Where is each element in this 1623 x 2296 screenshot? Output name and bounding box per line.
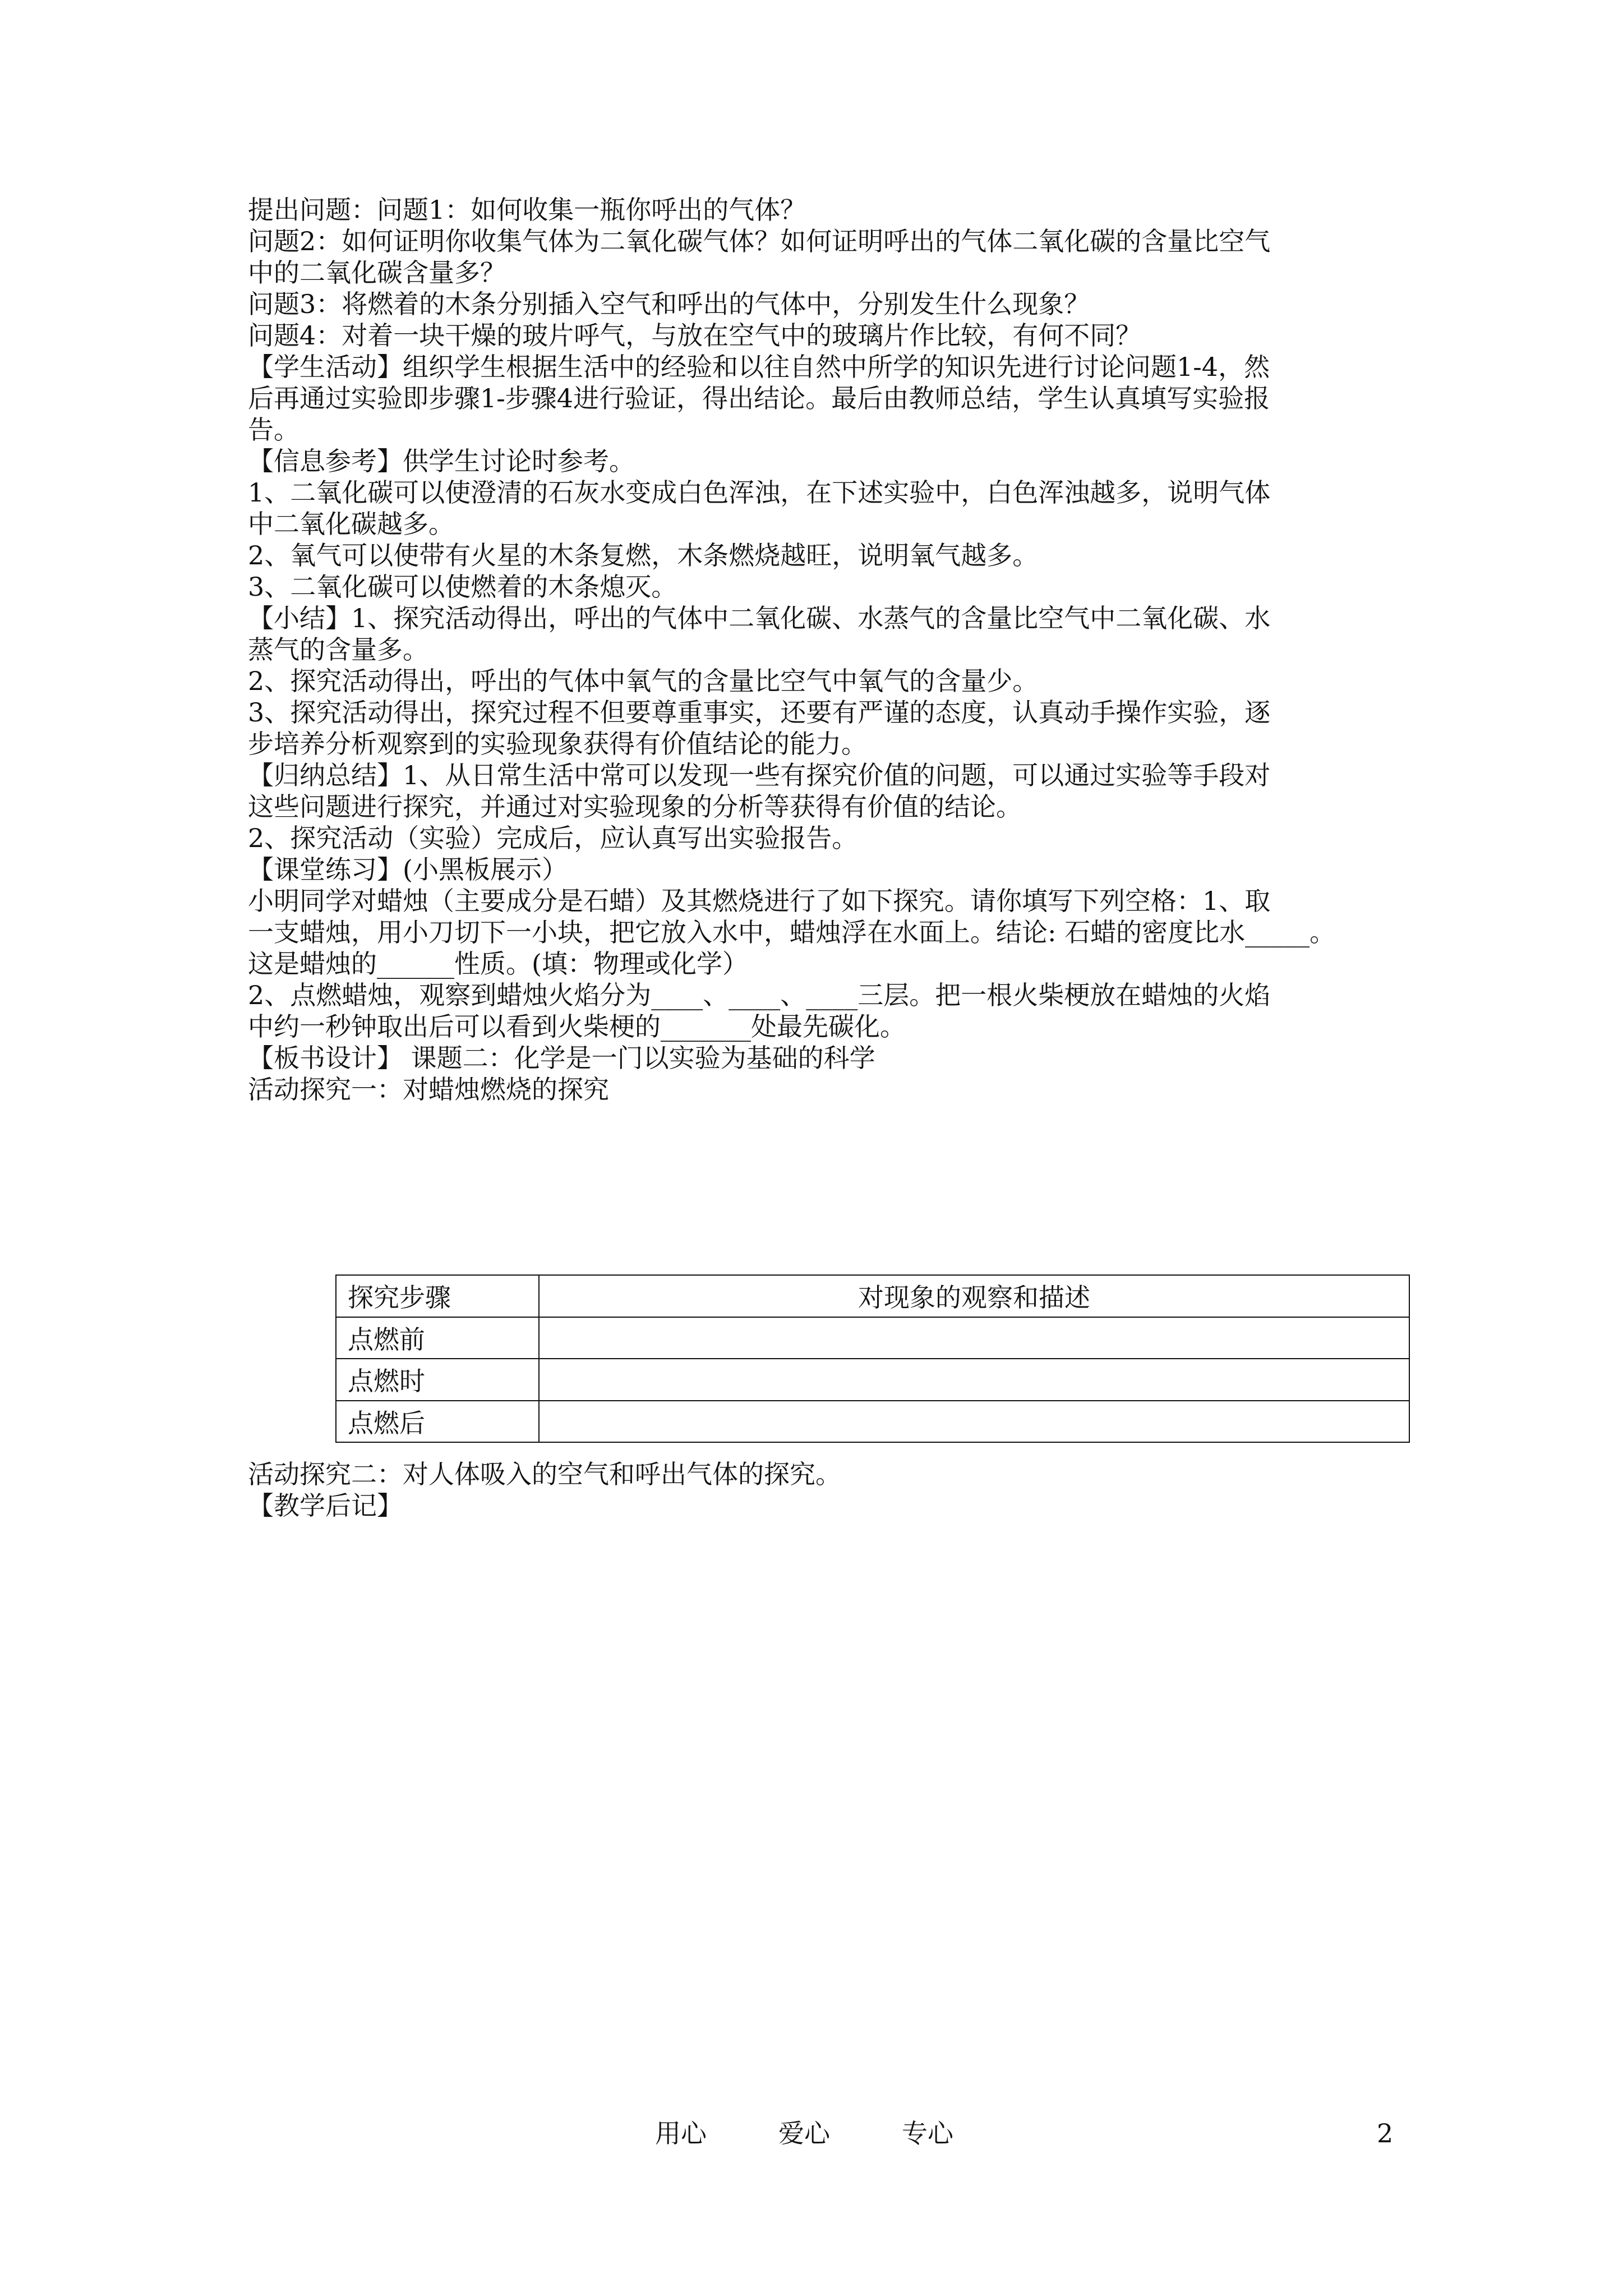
text-line: 中二氧化碳越多。 [248,509,454,539]
text-line: 【板书设计】 课题二：化学是一门以实验为基础的科学 [248,1043,875,1073]
document-body-continued [248,1458,1414,1521]
text-line: 步培养分析观察到的实验现象获得有价值结论的能力。 [248,729,867,759]
footer-motto-word: 爱心 [778,2118,830,2148]
text-line: 【信息参考】供学生讨论时参考。 [248,446,635,476]
table-cell-observation [539,1317,1409,1359]
text-line: 2、点燃蜡烛，观察到蜡烛火焰分为____、____、____三层。把一根火柴梗放在蜡烛的火焰 [248,980,1271,1010]
text-line: 问题2：如何证明你收集气体为二氧化碳气体？如何证明呼出的气体二氧化碳的含量比空气 [248,226,1271,256]
text-line: 3、探究活动得出，探究过程不但要尊重事实，还要有严谨的态度，认真动手操作实验，逐 [248,697,1271,728]
text-line: 活动探究一：对蜡烛燃烧的探究 [248,1074,609,1105]
table-header-cell: 探究步骤 [336,1275,539,1317]
table-cell-observation [539,1401,1409,1443]
text-line: 2、探究活动得出，呼出的气体中氧气的含量比空气中氧气的含量少。 [248,666,1039,696]
document-body [248,194,1414,1105]
table-row [336,1359,1409,1401]
text-line: 告。 [248,415,299,445]
table-cell-observation [539,1359,1409,1401]
text-line: 这些问题进行探究，并通过对实验现象的分析等获得有价值的结论。 [248,792,1022,822]
text-line: 蒸气的含量多。 [248,634,428,665]
text-line: 2、探究活动（实验）完成后，应认真写出实验报告。 [248,823,858,853]
text-line: 【学生活动】组织学生根据生活中的经验和以往自然中所学的知识先进行讨论问题1-4，然 [248,352,1270,382]
table-row [336,1401,1409,1443]
table-cell-step: 点燃后 [336,1401,539,1443]
text-line: 问题4：对着一块干燥的玻片呼气，与放在空气中的玻璃片作比较，有何不同？ [248,320,1142,351]
candle-experiment-table [335,1274,1410,1443]
text-line: 中的二氧化碳含量多？ [248,257,506,288]
text-line: 活动探究二：对人体吸入的空气和呼出气体的探究。 [248,1459,841,1489]
text-line: 【归纳总结】1、从日常生活中常可以发现一些有探究价值的问题，可以通过实验等手段对 [248,760,1271,790]
text-line: 这是蜡烛的______性质。(填：物理或化学） [248,949,748,979]
text-line: 2、氧气可以使带有火星的木条复燃，木条燃烧越旺，说明氧气越多。 [248,540,1039,570]
footer-motto-word: 专心 [902,2118,953,2148]
text-line: 一支蜡烛，用小刀切下一小块，把它放入水中，蜡烛浮在水面上。结论: 石蜡的密度比水_____。 [248,917,1336,947]
text-line: 1、二氧化碳可以使澄清的石灰水变成白色浑浊，在下述实验中，白色浑浊越多，说明气体 [248,477,1271,508]
table-row [336,1317,1409,1359]
table-header-cell: 对现象的观察和描述 [539,1275,1409,1317]
text-line: 【课堂练习】(小黑板展示） [248,854,568,885]
text-line: 小明同学对蜡烛（主要成分是石蜡）及其燃烧进行了如下探究。请你填写下列空格：1、取 [248,886,1271,916]
table-header-row [336,1275,1409,1317]
text-line: 中约一秒钟取出后可以看到火柴梗的_______处最先碳化。 [248,1011,906,1042]
table-cell-step: 点燃时 [336,1359,539,1401]
text-line: 3、二氧化碳可以使燃着的木条熄灭。 [248,572,677,602]
footer-motto [655,2118,1025,2149]
text-line: 【小结】1、探究活动得出，呼出的气体中二氧化碳、水蒸气的含量比空气中二氧化碳、水 [248,603,1271,633]
text-line: 问题3：将燃着的木条分别插入空气和呼出的气体中，分别发生什么现象？ [248,289,1090,319]
page-number: 2 [1377,2118,1394,2148]
text-line: 提出问题：问题1：如何收集一瓶你呼出的气体？ [248,195,806,225]
text-line: 后再通过实验即步骤1-步骤4进行验证，得出结论。最后由教师总结，学生认真填写实验报 [248,383,1270,413]
footer-motto-word: 用心 [655,2118,707,2148]
text-line: 【教学后记】 [248,1490,403,1521]
table-cell-step: 点燃前 [336,1317,539,1359]
